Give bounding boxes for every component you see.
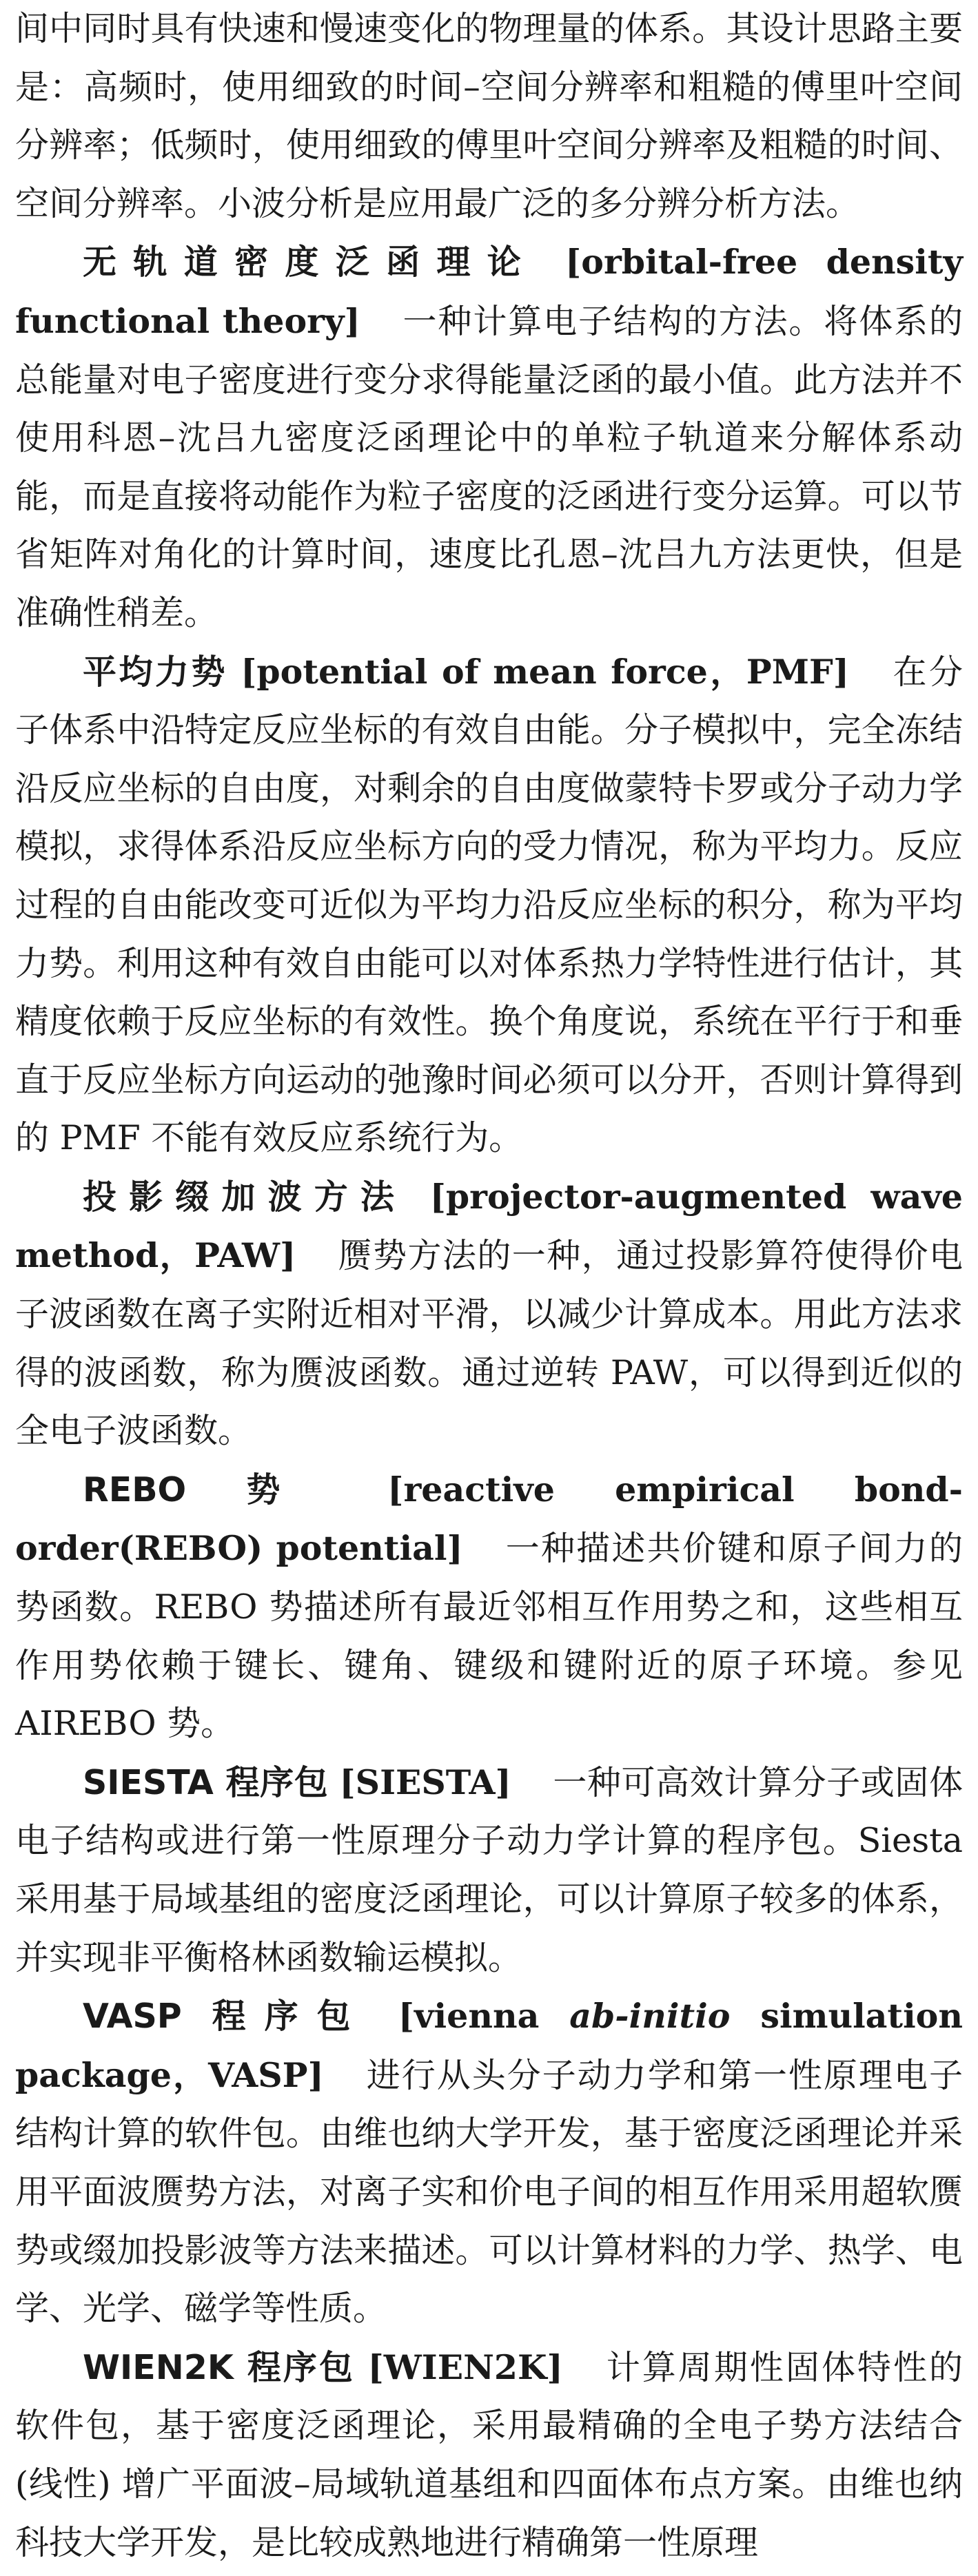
english-term-italic: ab-initio: [569, 1996, 731, 2037]
entry-projector-augmented-wave: [15, 1168, 963, 1461]
entry-vasp: [15, 1987, 963, 2338]
entry-english-term: [projector-augmented wave method，PAW]: [15, 1176, 963, 1276]
entry-english-term: [orbital-free density functional theory]: [15, 242, 963, 341]
entry-definition: 一种可高效计算分子或固体电子结构或进行第一性原理分子动力学计算的程序包。Siesta 采用基于局域基组的密度泛函理论，可以计算原子较多的体系，并实现非平衡格林函数输运模拟。: [15, 1762, 963, 1977]
entry-siesta: [15, 1753, 963, 1987]
entry-headword: VASP 程序包: [83, 1997, 369, 2037]
entry-definition: 一种计算电子结构的方法。将体系的总能量对电子密度进行变分求得能量泛函的最小值。此方法并不使用科恩–沈吕九密度泛函理论中的单粒子轨道来分解体系动能，而是直接将动能作为粒子密度的泛函进行变分运算。可以节省矩阵对角化的计算时间，速度比孔恩–沈吕九方法更快，但是准确性稍差。: [15, 301, 963, 632]
entry-definition: 进行从头分子动力学和第一性原理电子结构计算的软件包。由维也纳大学开发，基于密度泛函理论并采用平面波赝势方法，对离子实和价电子间的相互作用采用超软赝势或缀加投影波等方法来描述。可以计算材料的力学、热学、电学、光学、磁学等性质。: [15, 2055, 963, 2329]
entry-headword: 平均力势: [83, 652, 228, 692]
entry-headword: WIEN2K 程序包: [83, 2347, 355, 2387]
entry-headword: 投影缀加波方法: [83, 1177, 407, 1217]
entry-english-term: [SIESTA]: [339, 1762, 511, 1802]
intro-paragraph: 间中同时具有快速和慢速变化的物理量的体系。其设计思路主要是：高频时，使用细致的时间–空间分辨率和粗糙的傅里叶空间分辨率；低频时，使用细致的傅里叶空间分辨率及粗糙的时间、空间分辨率。小波分析是应用最广泛的多分辨分析方法。: [15, 9, 963, 223]
entry-definition: 在分子体系中沿特定反应坐标的有效自由能。分子模拟中，完全冻结沿反应坐标的自由度，对剩余的自由度做蒙特卡罗或分子动力学模拟，求得体系沿反应坐标方向的受力情况，称为平均力。反应过程的自由能改变可近似为平均力沿反应坐标的积分，称为平均力势。利用这种有效自由能可以对体系热力学特性进行估计，其精度依赖于反应坐标的有效性。换个角度说，系统在平行于和垂直于反应坐标方向运动的弛豫时间必须可以分开，否则计算得到的 PMF 不能有效反应系统行为。: [15, 652, 964, 1158]
english-term-close: simulation package，VASP]: [15, 1996, 963, 2095]
entry-wien2k: [15, 2338, 963, 2572]
entry-definition: 赝势方法的一种，通过投影算符使得价电子波函数在离子实附近相对平滑，以减少计算成本。用此方法求得的波函数，称为赝波函数。通过逆转 PAW，可以得到近似的全电子波函数。: [15, 1236, 963, 1451]
entry-english-term: [potential of mean force，PMF]: [241, 651, 849, 692]
entry-potential-of-mean-force: [15, 643, 963, 1168]
entry-headword: REBO 势: [83, 1470, 329, 1509]
entry-headword: 无轨道密度泛函理论: [83, 243, 538, 282]
english-term-open: [vienna: [398, 1996, 570, 2037]
entry-definition: 计算周期性固体特性的软件包，基于密度泛函理论，采用最精确的全电子势方法结合 (线性) 增广平面波–局域轨道基组和四面体布点方案。由维也纳科技大学开发，是比较成熟地进行精确第一性原理: [15, 2347, 963, 2562]
entry-headword: SIESTA 程序包: [83, 1762, 329, 1802]
entry-english-term: [reactive empirical bond-order(REBO) potential]: [15, 1469, 964, 1569]
entry-rebo-potential: [15, 1461, 963, 1753]
entry-english-term: [WIEN2K]: [367, 2347, 563, 2387]
entry-definition: 一种描述共价键和原子间力的势函数。REBO 势描述所有最近邻相互作用势之和，这些相互作用势依赖于键长、键角、键级和键附近的原子环境。参见AIREBO 势。: [15, 1529, 963, 1744]
entry-orbital-free-dft: [15, 233, 963, 642]
